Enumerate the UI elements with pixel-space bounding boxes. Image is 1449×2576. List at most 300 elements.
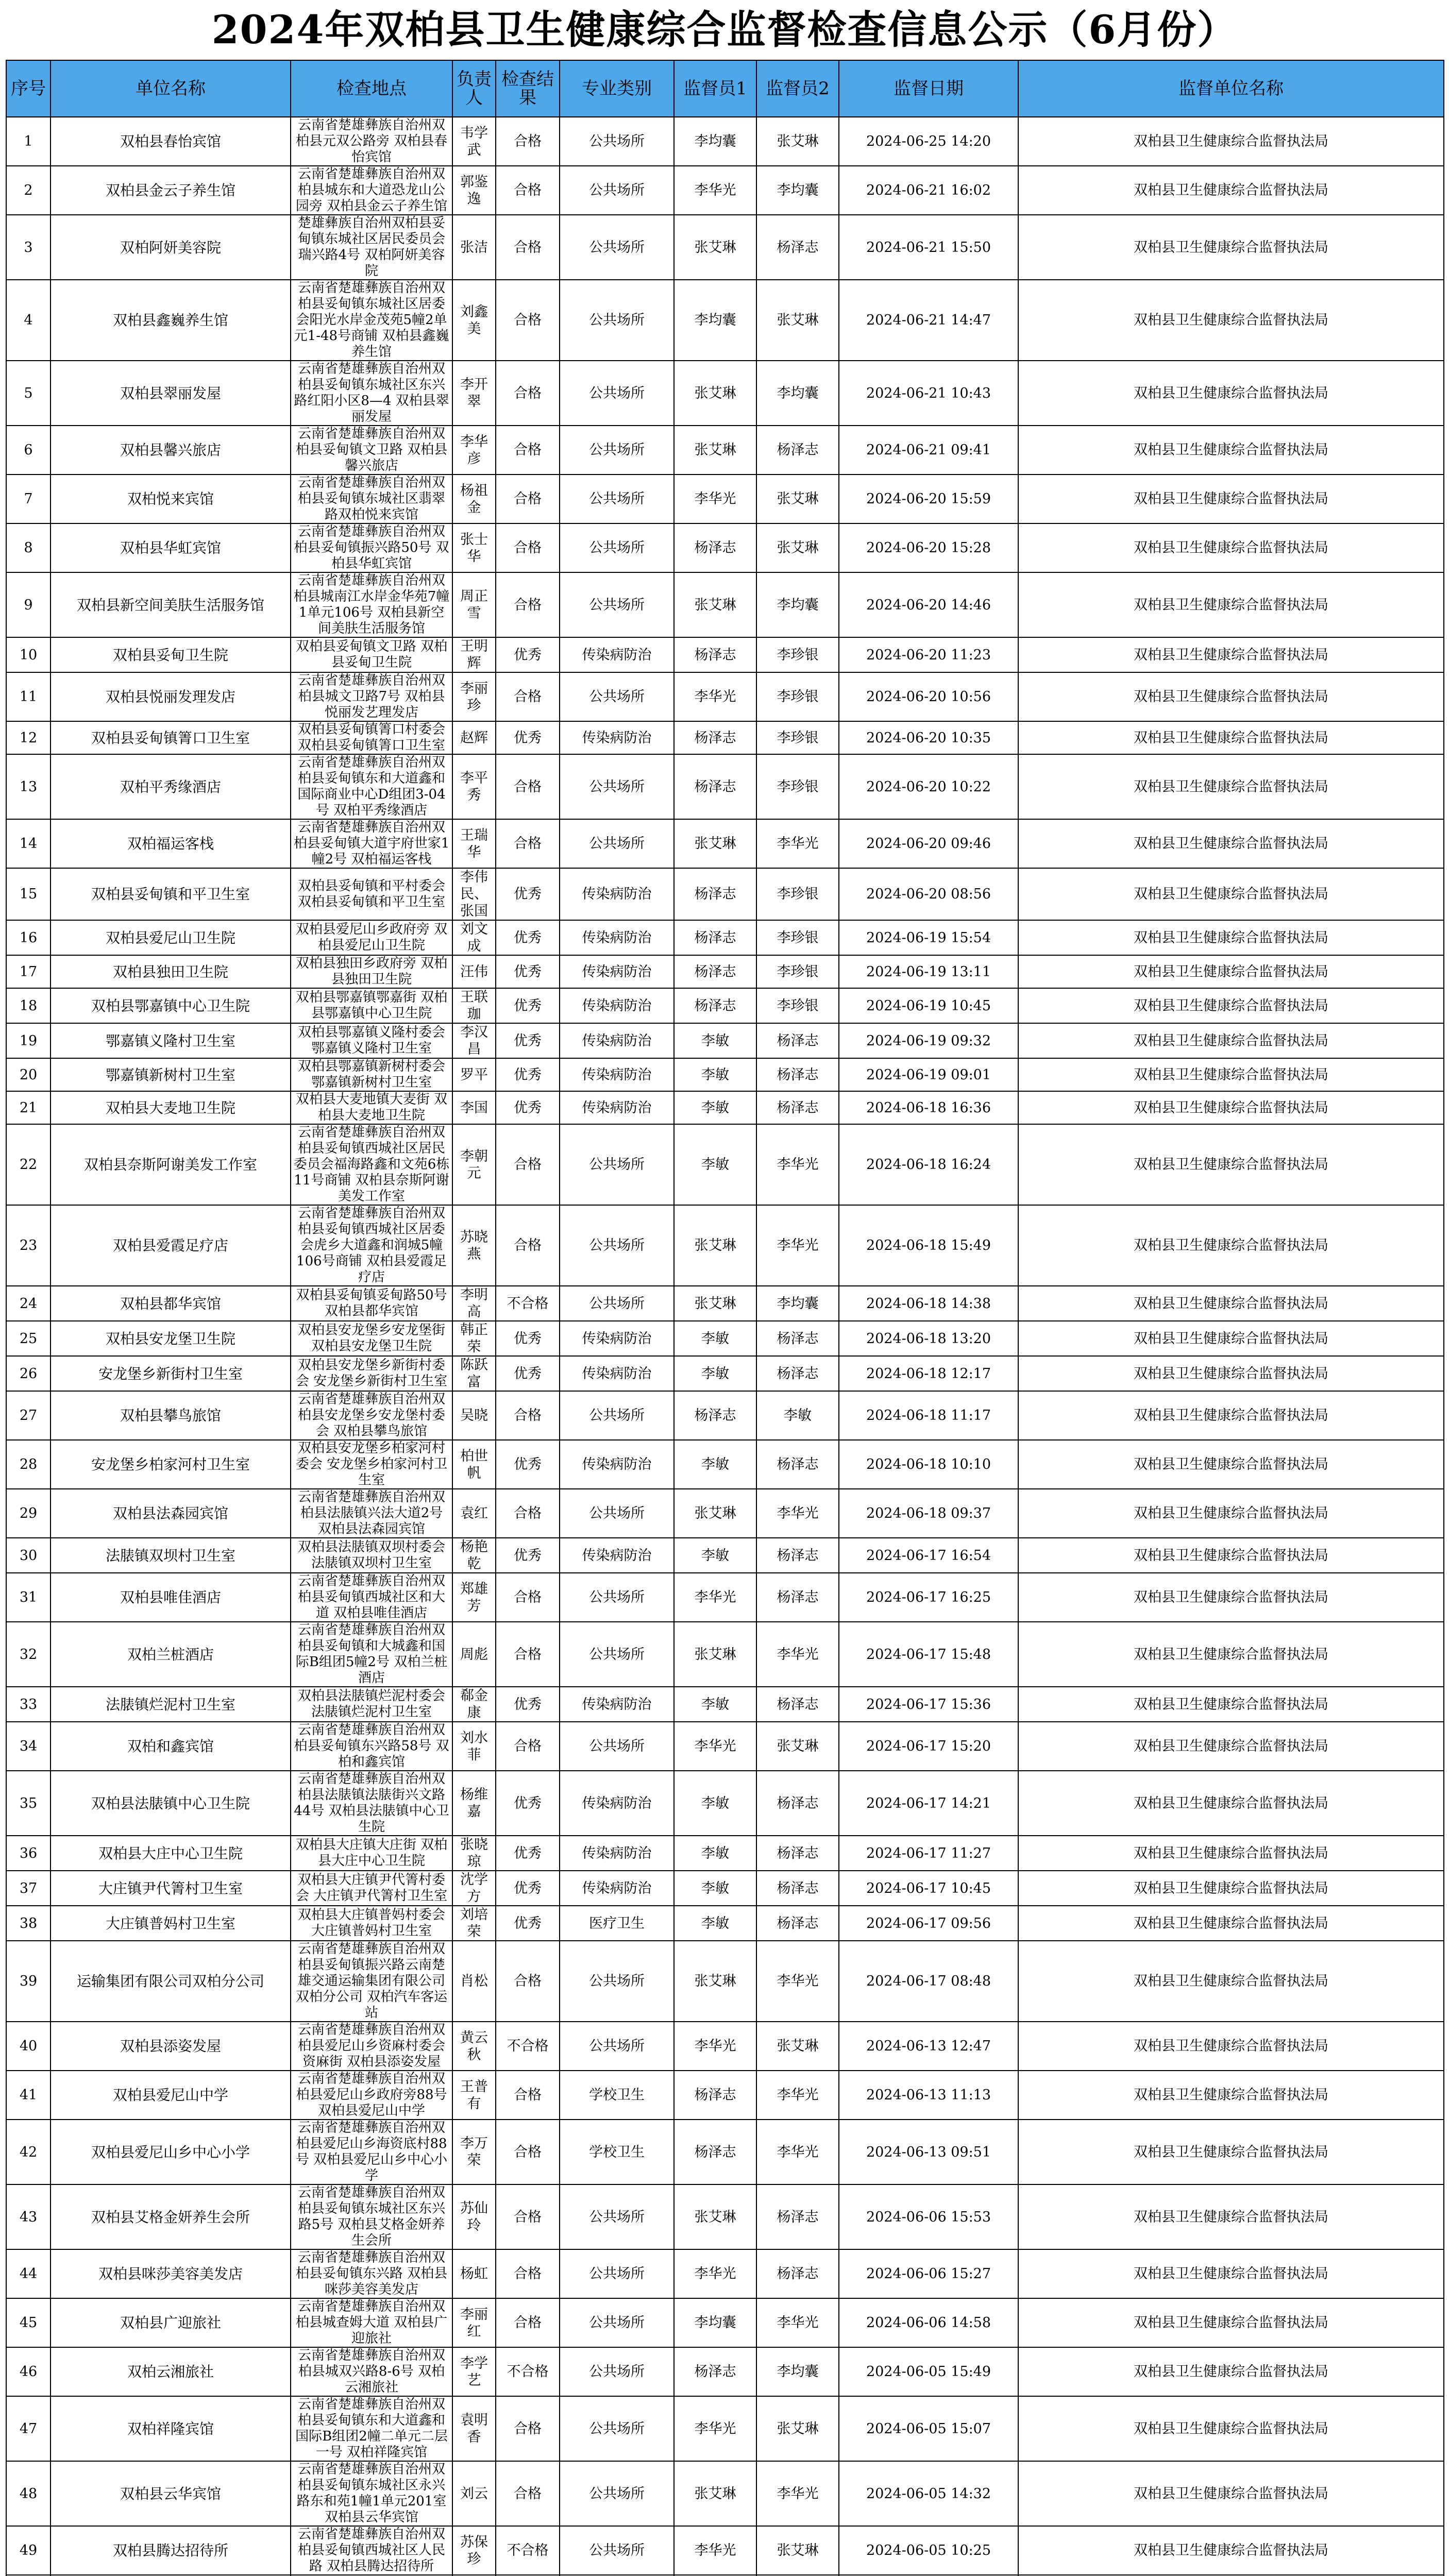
cell-location: 云南省楚雄彝族自治州双柏县法脿镇法脿街兴文路44号 双柏县法脿镇中心卫生院 <box>291 1771 452 1836</box>
cell-unit: 双柏县大庄中心卫生院 <box>50 1836 291 1871</box>
cell-agency: 双柏县卫生健康综合监督执法局 <box>1018 637 1444 672</box>
cell-agency: 双柏县卫生健康综合监督执法局 <box>1018 1124 1444 1205</box>
cell-category: 学校卫生 <box>560 2120 674 2184</box>
cell-date: 2024-06-18 10:10 <box>839 1440 1018 1489</box>
cell-unit: 双柏县妥甸卫生院 <box>50 637 291 672</box>
cell-inspector1: 杨泽志 <box>674 955 756 988</box>
cell-result: 优秀 <box>496 1023 560 1058</box>
cell-no: 38 <box>6 1906 50 1941</box>
cell-no: 49 <box>6 2526 50 2575</box>
cell-inspector2: 杨泽志 <box>756 1771 839 1836</box>
cell-head: 陈跃富 <box>452 1356 496 1391</box>
cell-category: 传染病防治 <box>560 1321 674 1356</box>
cell-head: 肖松 <box>452 1941 496 2022</box>
table-row <box>6 868 1444 920</box>
cell-inspector1: 杨泽志 <box>674 868 756 920</box>
cell-category: 公共场所 <box>560 166 674 215</box>
cell-inspector1: 李敏 <box>674 1871 756 1906</box>
cell-result: 合格 <box>496 215 560 280</box>
cell-unit: 双柏县新空间美肤生活服务馆 <box>50 572 291 637</box>
cell-date: 2024-06-18 15:49 <box>839 1205 1018 1286</box>
cell-agency: 双柏县卫生健康综合监督执法局 <box>1018 474 1444 523</box>
cell-category: 公共场所 <box>560 819 674 868</box>
cell-head: 郗金康 <box>452 1687 496 1722</box>
cell-no: 13 <box>6 754 50 819</box>
cell-result: 优秀 <box>496 1058 560 1091</box>
cell-head: 汪伟 <box>452 955 496 988</box>
cell-inspector1: 李敏 <box>674 1538 756 1573</box>
cell-result: 合格 <box>496 426 560 474</box>
cell-location: 楚雄彝族自治州双柏县妥甸镇东城社区居民委员会瑞兴路4号 双柏阿妍美容院 <box>291 215 452 280</box>
cell-inspector2: 杨泽志 <box>756 1321 839 1356</box>
cell-date: 2024-06-06 15:53 <box>839 2184 1018 2249</box>
cell-unit: 双柏县鄂嘉镇中心卫生院 <box>50 988 291 1023</box>
table-row <box>6 920 1444 955</box>
cell-date: 2024-06-06 14:58 <box>839 2298 1018 2347</box>
cell-date: 2024-06-25 14:20 <box>839 117 1018 166</box>
cell-agency: 双柏县卫生健康综合监督执法局 <box>1018 117 1444 166</box>
cell-date: 2024-06-19 09:32 <box>839 1023 1018 1058</box>
cell-unit: 双柏阿妍美容院 <box>50 215 291 280</box>
cell-category: 传染病防治 <box>560 1687 674 1722</box>
cell-agency: 双柏县卫生健康综合监督执法局 <box>1018 1687 1444 1722</box>
table-row <box>6 215 1444 280</box>
cell-date: 2024-06-18 14:38 <box>839 1286 1018 1321</box>
cell-location: 双柏县鄂嘉镇新树村委会 鄂嘉镇新树村卫生室 <box>291 1058 452 1091</box>
cell-category: 传染病防治 <box>560 637 674 672</box>
cell-category: 传染病防治 <box>560 1058 674 1091</box>
cell-unit: 双柏县华虹宾馆 <box>50 523 291 572</box>
cell-category: 学校卫生 <box>560 2071 674 2120</box>
cell-no: 9 <box>6 572 50 637</box>
cell-head: 李开翠 <box>452 361 496 426</box>
cell-inspector2: 杨泽志 <box>756 1538 839 1573</box>
cell-agency: 双柏县卫生健康综合监督执法局 <box>1018 1906 1444 1941</box>
cell-inspector1: 张艾琳 <box>674 426 756 474</box>
cell-inspector2: 张艾琳 <box>756 1722 839 1771</box>
cell-date: 2024-06-05 15:07 <box>839 2396 1018 2461</box>
table-row <box>6 1687 1444 1722</box>
cell-agency: 双柏县卫生健康综合监督执法局 <box>1018 1622 1444 1687</box>
cell-result: 优秀 <box>496 920 560 955</box>
table-row <box>6 721 1444 754</box>
cell-no: 31 <box>6 1573 50 1622</box>
cell-head: 苏晓燕 <box>452 1205 496 1286</box>
cell-location: 双柏县大麦地镇大麦街 双柏县大麦地卫生院 <box>291 1091 452 1124</box>
cell-result: 合格 <box>496 672 560 721</box>
cell-result: 优秀 <box>496 1687 560 1722</box>
cell-agency: 双柏县卫生健康综合监督执法局 <box>1018 920 1444 955</box>
cell-no: 11 <box>6 672 50 721</box>
col-header-inspector1: 监督员1 <box>674 60 756 117</box>
cell-agency: 双柏县卫生健康综合监督执法局 <box>1018 1871 1444 1906</box>
cell-head: 李朝元 <box>452 1124 496 1205</box>
cell-head: 刘水菲 <box>452 1722 496 1771</box>
cell-inspector1: 李敏 <box>674 1091 756 1124</box>
cell-location: 云南省楚雄彝族自治州双柏县城查姆大道 双柏县广迎旅社 <box>291 2298 452 2347</box>
cell-head: 王普有 <box>452 2071 496 2120</box>
table-row <box>6 2461 1444 2526</box>
cell-location: 云南省楚雄彝族自治州双柏县妥甸镇大道宇府世家1幢2号 双柏福运客栈 <box>291 819 452 868</box>
cell-location: 双柏县大庄镇普妈村委会 大庄镇普妈村卫生室 <box>291 1906 452 1941</box>
cell-unit: 运输集团有限公司双柏分公司 <box>50 1941 291 2022</box>
cell-category: 公共场所 <box>560 2249 674 2298</box>
cell-inspector2: 李珍银 <box>756 672 839 721</box>
cell-no: 42 <box>6 2120 50 2184</box>
cell-agency: 双柏县卫生健康综合监督执法局 <box>1018 1286 1444 1321</box>
table-row <box>6 2249 1444 2298</box>
cell-inspector1: 李均囊 <box>674 280 756 361</box>
cell-unit: 双柏县奈斯阿谢美发工作室 <box>50 1124 291 1205</box>
cell-location: 云南省楚雄彝族自治州双柏县爱尼山乡资麻村委会资麻街 双柏县添姿发屋 <box>291 2022 452 2071</box>
cell-unit: 双柏悦来宾馆 <box>50 474 291 523</box>
cell-head: 杨虹 <box>452 2249 496 2298</box>
cell-result: 合格 <box>496 2120 560 2184</box>
col-header-location: 检查地点 <box>291 60 452 117</box>
cell-date: 2024-06-06 15:27 <box>839 2249 1018 2298</box>
cell-date: 2024-06-13 12:47 <box>839 2022 1018 2071</box>
cell-unit: 双柏县春怡宾馆 <box>50 117 291 166</box>
cell-location: 云南省楚雄彝族自治州双柏县妥甸镇东城社区居委会阳光水岸金茂苑5幢2单元1-48号商铺 双柏县鑫巍养生馆 <box>291 280 452 361</box>
cell-date: 2024-06-18 12:17 <box>839 1356 1018 1391</box>
table-row <box>6 1321 1444 1356</box>
cell-no: 34 <box>6 1722 50 1771</box>
table-row <box>6 426 1444 474</box>
cell-inspector2: 李华光 <box>756 2071 839 2120</box>
cell-location: 云南省楚雄彝族自治州双柏县妥甸镇东和大道鑫和国际B组团2幢二单元二层一号 双柏祥隆宾馆 <box>291 2396 452 2461</box>
cell-date: 2024-06-17 15:20 <box>839 1722 1018 1771</box>
cell-head: 杨祖金 <box>452 474 496 523</box>
cell-unit: 安龙堡乡新街村卫生室 <box>50 1356 291 1391</box>
col-header-date: 监督日期 <box>839 60 1018 117</box>
cell-result: 不合格 <box>496 2022 560 2071</box>
cell-unit: 双柏县爱尼山中学 <box>50 2071 291 2120</box>
cell-no: 41 <box>6 2071 50 2120</box>
table-row <box>6 1124 1444 1205</box>
cell-date: 2024-06-20 10:22 <box>839 754 1018 819</box>
cell-inspector2: 李珍银 <box>756 988 839 1023</box>
cell-location: 云南省楚雄彝族自治州双柏县妥甸镇西城社区居委会虎乡大道鑫和润城5幢106号商铺 双柏县爱霞足疗店 <box>291 1205 452 1286</box>
cell-agency: 双柏县卫生健康综合监督执法局 <box>1018 1058 1444 1091</box>
cell-inspector2: 张艾琳 <box>756 117 839 166</box>
cell-category: 公共场所 <box>560 1205 674 1286</box>
cell-location: 云南省楚雄彝族自治州双柏县城南江水岸金华苑7幢1单元106号 双柏县新空间美肤生活服务馆 <box>291 572 452 637</box>
cell-result: 合格 <box>496 2396 560 2461</box>
cell-result: 合格 <box>496 523 560 572</box>
col-header-inspector2: 监督员2 <box>756 60 839 117</box>
cell-agency: 双柏县卫生健康综合监督执法局 <box>1018 1538 1444 1573</box>
cell-inspector1: 杨泽志 <box>674 920 756 955</box>
cell-unit: 双柏县爱尼山卫生院 <box>50 920 291 955</box>
table-row <box>6 2120 1444 2184</box>
table-row <box>6 2298 1444 2347</box>
cell-location: 云南省楚雄彝族自治州双柏县城东和大道恐龙山公园旁 双柏县金云子养生馆 <box>291 166 452 215</box>
cell-inspector1: 张艾琳 <box>674 1622 756 1687</box>
cell-location: 双柏县安龙堡乡安龙堡街 双柏县安龙堡卫生院 <box>291 1321 452 1356</box>
cell-head: 郭鉴逸 <box>452 166 496 215</box>
cell-category: 公共场所 <box>560 1941 674 2022</box>
cell-head: 柏世帆 <box>452 1440 496 1489</box>
cell-result: 优秀 <box>496 988 560 1023</box>
cell-category: 传染病防治 <box>560 1538 674 1573</box>
cell-agency: 双柏县卫生健康综合监督执法局 <box>1018 2249 1444 2298</box>
cell-result: 优秀 <box>496 1906 560 1941</box>
table-row <box>6 2184 1444 2249</box>
cell-category: 公共场所 <box>560 1622 674 1687</box>
cell-category: 传染病防治 <box>560 1836 674 1871</box>
cell-inspector2: 杨泽志 <box>756 1091 839 1124</box>
cell-inspector2: 李均囊 <box>756 572 839 637</box>
cell-date: 2024-06-20 14:46 <box>839 572 1018 637</box>
cell-unit: 大庄镇尹代箐村卫生室 <box>50 1871 291 1906</box>
cell-no: 19 <box>6 1023 50 1058</box>
cell-unit: 鄂嘉镇义隆村卫生室 <box>50 1023 291 1058</box>
cell-agency: 双柏县卫生健康综合监督执法局 <box>1018 523 1444 572</box>
col-header-category: 专业类别 <box>560 60 674 117</box>
cell-result: 合格 <box>496 1573 560 1622</box>
cell-no: 22 <box>6 1124 50 1205</box>
cell-inspector2: 张艾琳 <box>756 523 839 572</box>
table-row <box>6 1356 1444 1391</box>
cell-date: 2024-06-20 08:56 <box>839 868 1018 920</box>
cell-unit: 双柏县法森园宾馆 <box>50 1489 291 1538</box>
cell-agency: 双柏县卫生健康综合监督执法局 <box>1018 721 1444 754</box>
cell-inspector2: 李珍银 <box>756 868 839 920</box>
cell-agency: 双柏县卫生健康综合监督执法局 <box>1018 2120 1444 2184</box>
cell-head: 王瑞华 <box>452 819 496 868</box>
cell-inspector2: 杨泽志 <box>756 2184 839 2249</box>
table-row <box>6 1440 1444 1489</box>
cell-agency: 双柏县卫生健康综合监督执法局 <box>1018 2526 1444 2575</box>
cell-unit: 双柏县爱尼山乡中心小学 <box>50 2120 291 2184</box>
cell-inspector1: 杨泽志 <box>674 2347 756 2396</box>
cell-inspector2: 杨泽志 <box>756 215 839 280</box>
cell-inspector2: 李珍银 <box>756 955 839 988</box>
cell-inspector1: 张艾琳 <box>674 361 756 426</box>
cell-head: 苏仙玲 <box>452 2184 496 2249</box>
cell-agency: 双柏县卫生健康综合监督执法局 <box>1018 1440 1444 1489</box>
cell-inspector1: 张艾琳 <box>674 1489 756 1538</box>
cell-head: 罗平 <box>452 1058 496 1091</box>
cell-no: 21 <box>6 1091 50 1124</box>
cell-location: 双柏县法脿镇双坝村委会 法脿镇双坝村卫生室 <box>291 1538 452 1573</box>
cell-result: 合格 <box>496 1722 560 1771</box>
cell-inspector2: 李均囊 <box>756 166 839 215</box>
cell-head: 周彪 <box>452 1622 496 1687</box>
cell-category: 传染病防治 <box>560 988 674 1023</box>
cell-no: 14 <box>6 819 50 868</box>
cell-no: 8 <box>6 523 50 572</box>
cell-inspector1: 李华光 <box>674 1573 756 1622</box>
cell-location: 云南省楚雄彝族自治州双柏县城双兴路8-6号 双柏云湘旅社 <box>291 2347 452 2396</box>
cell-no: 33 <box>6 1687 50 1722</box>
cell-location: 云南省楚雄彝族自治州双柏县妥甸镇和大城鑫和国际B组团5幢2号 双柏兰桩酒店 <box>291 1622 452 1687</box>
cell-unit: 双柏县广迎旅社 <box>50 2298 291 2347</box>
cell-unit: 双柏县馨兴旅店 <box>50 426 291 474</box>
cell-unit: 双柏县悦丽发理发店 <box>50 672 291 721</box>
cell-date: 2024-06-18 13:20 <box>839 1321 1018 1356</box>
table-row <box>6 166 1444 215</box>
cell-result: 优秀 <box>496 721 560 754</box>
table-row <box>6 1286 1444 1321</box>
cell-no: 16 <box>6 920 50 955</box>
cell-agency: 双柏县卫生健康综合监督执法局 <box>1018 1489 1444 1538</box>
cell-location: 云南省楚雄彝族自治州双柏县妥甸镇西城社区和大道 双柏县唯佳酒店 <box>291 1573 452 1622</box>
cell-inspector2: 李敏 <box>756 1391 839 1440</box>
cell-location: 云南省楚雄彝族自治州双柏县妥甸镇东城社区东兴路红阳小区8—4 双柏县翠丽发屋 <box>291 361 452 426</box>
cell-inspector2: 李珍银 <box>756 721 839 754</box>
cell-inspector1: 李华光 <box>674 2396 756 2461</box>
cell-inspector2: 李华光 <box>756 1489 839 1538</box>
cell-agency: 双柏县卫生健康综合监督执法局 <box>1018 280 1444 361</box>
cell-result: 合格 <box>496 754 560 819</box>
table-row <box>6 1391 1444 1440</box>
cell-agency: 双柏县卫生健康综合监督执法局 <box>1018 1091 1444 1124</box>
cell-category: 公共场所 <box>560 1573 674 1622</box>
cell-inspector1: 李敏 <box>674 1023 756 1058</box>
cell-no: 3 <box>6 215 50 280</box>
cell-location: 双柏县爱尼山乡政府旁 双柏县爱尼山卫生院 <box>291 920 452 955</box>
cell-no: 23 <box>6 1205 50 1286</box>
cell-category: 公共场所 <box>560 2347 674 2396</box>
cell-result: 合格 <box>496 2461 560 2526</box>
cell-unit: 双柏云湘旅社 <box>50 2347 291 2396</box>
cell-result: 合格 <box>496 1124 560 1205</box>
cell-inspector2: 张艾琳 <box>756 280 839 361</box>
cell-head: 赵辉 <box>452 721 496 754</box>
cell-head: 张晓琼 <box>452 1836 496 1871</box>
cell-unit: 法脿镇双坝村卫生室 <box>50 1538 291 1573</box>
cell-no: 18 <box>6 988 50 1023</box>
cell-category: 传染病防治 <box>560 868 674 920</box>
cell-result: 不合格 <box>496 1286 560 1321</box>
cell-date: 2024-06-05 14:32 <box>839 2461 1018 2526</box>
cell-result: 合格 <box>496 2071 560 2120</box>
table-row <box>6 2071 1444 2120</box>
cell-date: 2024-06-17 09:56 <box>839 1906 1018 1941</box>
table-row <box>6 988 1444 1023</box>
cell-result: 合格 <box>496 117 560 166</box>
cell-head: 韦学武 <box>452 117 496 166</box>
cell-no: 5 <box>6 361 50 426</box>
cell-head: 李平秀 <box>452 754 496 819</box>
col-header-unit: 单位名称 <box>50 60 291 117</box>
cell-unit: 双柏平秀缘酒店 <box>50 754 291 819</box>
table-row <box>6 1205 1444 1286</box>
cell-category: 传染病防治 <box>560 721 674 754</box>
cell-agency: 双柏县卫生健康综合监督执法局 <box>1018 819 1444 868</box>
cell-inspector1: 李敏 <box>674 1836 756 1871</box>
cell-result: 优秀 <box>496 955 560 988</box>
cell-location: 云南省楚雄彝族自治州双柏县妥甸镇东和大道鑫和国际商业中心D组团3-04号 双柏平秀缘酒店 <box>291 754 452 819</box>
cell-date: 2024-06-18 16:24 <box>839 1124 1018 1205</box>
cell-inspector2: 李华光 <box>756 2298 839 2347</box>
cell-inspector1: 张艾琳 <box>674 2184 756 2249</box>
cell-inspector2: 杨泽志 <box>756 1058 839 1091</box>
cell-location: 云南省楚雄彝族自治州双柏县妥甸镇东城社区永兴路东和苑1幢1单元201室 双柏县云华宾馆 <box>291 2461 452 2526</box>
cell-category: 传染病防治 <box>560 1356 674 1391</box>
cell-head: 韩正荣 <box>452 1321 496 1356</box>
cell-unit: 双柏祥隆宾馆 <box>50 2396 291 2461</box>
cell-agency: 双柏县卫生健康综合监督执法局 <box>1018 955 1444 988</box>
cell-inspector2: 李华光 <box>756 1124 839 1205</box>
cell-no: 45 <box>6 2298 50 2347</box>
cell-inspector1: 杨泽志 <box>674 523 756 572</box>
table-row <box>6 1023 1444 1058</box>
cell-result: 合格 <box>496 1391 560 1440</box>
table-row <box>6 1871 1444 1906</box>
cell-result: 优秀 <box>496 1538 560 1573</box>
cell-inspector1: 张艾琳 <box>674 572 756 637</box>
cell-category: 传染病防治 <box>560 1023 674 1058</box>
cell-location: 云南省楚雄彝族自治州双柏县妥甸镇西城社区人民路 双柏县腾达招待所 <box>291 2526 452 2575</box>
cell-location: 双柏县鄂嘉镇鄂嘉街 双柏县鄂嘉镇中心卫生院 <box>291 988 452 1023</box>
page-title: 2024年双柏县卫生健康综合监督检查信息公示（6月份） <box>211 7 1238 53</box>
cell-location: 双柏县大庄镇尹代箐村委会 大庄镇尹代箐村卫生室 <box>291 1871 452 1906</box>
table-row <box>6 1538 1444 1573</box>
cell-category: 医疗卫生 <box>560 1906 674 1941</box>
cell-no: 40 <box>6 2022 50 2071</box>
cell-category: 传染病防治 <box>560 920 674 955</box>
table-row <box>6 754 1444 819</box>
cell-inspector1: 李敏 <box>674 1906 756 1941</box>
cell-agency: 双柏县卫生健康综合监督执法局 <box>1018 1722 1444 1771</box>
cell-inspector1: 李敏 <box>674 1440 756 1489</box>
cell-inspector1: 李华光 <box>674 2526 756 2575</box>
cell-category: 公共场所 <box>560 426 674 474</box>
cell-unit: 双柏县金云子养生馆 <box>50 166 291 215</box>
cell-head: 杨维嘉 <box>452 1771 496 1836</box>
cell-date: 2024-06-17 16:54 <box>839 1538 1018 1573</box>
cell-head: 李丽红 <box>452 2298 496 2347</box>
cell-category: 公共场所 <box>560 474 674 523</box>
cell-inspector2: 李珍银 <box>756 637 839 672</box>
cell-head: 李华彦 <box>452 426 496 474</box>
cell-no: 10 <box>6 637 50 672</box>
cell-category: 公共场所 <box>560 1124 674 1205</box>
cell-inspector1: 李华光 <box>674 672 756 721</box>
table-row <box>6 1091 1444 1124</box>
cell-agency: 双柏县卫生健康综合监督执法局 <box>1018 1836 1444 1871</box>
cell-head: 王明辉 <box>452 637 496 672</box>
cell-agency: 双柏县卫生健康综合监督执法局 <box>1018 2396 1444 2461</box>
cell-inspector1: 张艾琳 <box>674 2461 756 2526</box>
cell-inspector2: 杨泽志 <box>756 1356 839 1391</box>
cell-head: 李学艺 <box>452 2347 496 2396</box>
cell-result: 优秀 <box>496 1091 560 1124</box>
cell-inspector1: 张艾琳 <box>674 1941 756 2022</box>
cell-head: 张士华 <box>452 523 496 572</box>
cell-date: 2024-06-20 15:28 <box>839 523 1018 572</box>
cell-no: 6 <box>6 426 50 474</box>
cell-inspector2: 李华光 <box>756 2461 839 2526</box>
cell-inspector2: 杨泽志 <box>756 1023 839 1058</box>
cell-inspector1: 杨泽志 <box>674 637 756 672</box>
cell-result: 优秀 <box>496 1836 560 1871</box>
cell-result: 合格 <box>496 1941 560 2022</box>
table-row <box>6 280 1444 361</box>
cell-location: 云南省楚雄彝族自治州双柏县妥甸镇东兴路58号 双柏和鑫宾馆 <box>291 1722 452 1771</box>
cell-agency: 双柏县卫生健康综合监督执法局 <box>1018 1941 1444 2022</box>
cell-date: 2024-06-17 10:45 <box>839 1871 1018 1906</box>
cell-inspector1: 张艾琳 <box>674 819 756 868</box>
cell-location: 云南省楚雄彝族自治州双柏县爱尼山乡海资底村88号 双柏县爱尼山乡中心小学 <box>291 2120 452 2184</box>
cell-category: 传染病防治 <box>560 955 674 988</box>
cell-location: 云南省楚雄彝族自治州双柏县爱尼山乡政府旁88号 双柏县爱尼山中学 <box>291 2071 452 2120</box>
cell-head: 李国 <box>452 1091 496 1124</box>
cell-inspector2: 李华光 <box>756 819 839 868</box>
cell-no: 46 <box>6 2347 50 2396</box>
